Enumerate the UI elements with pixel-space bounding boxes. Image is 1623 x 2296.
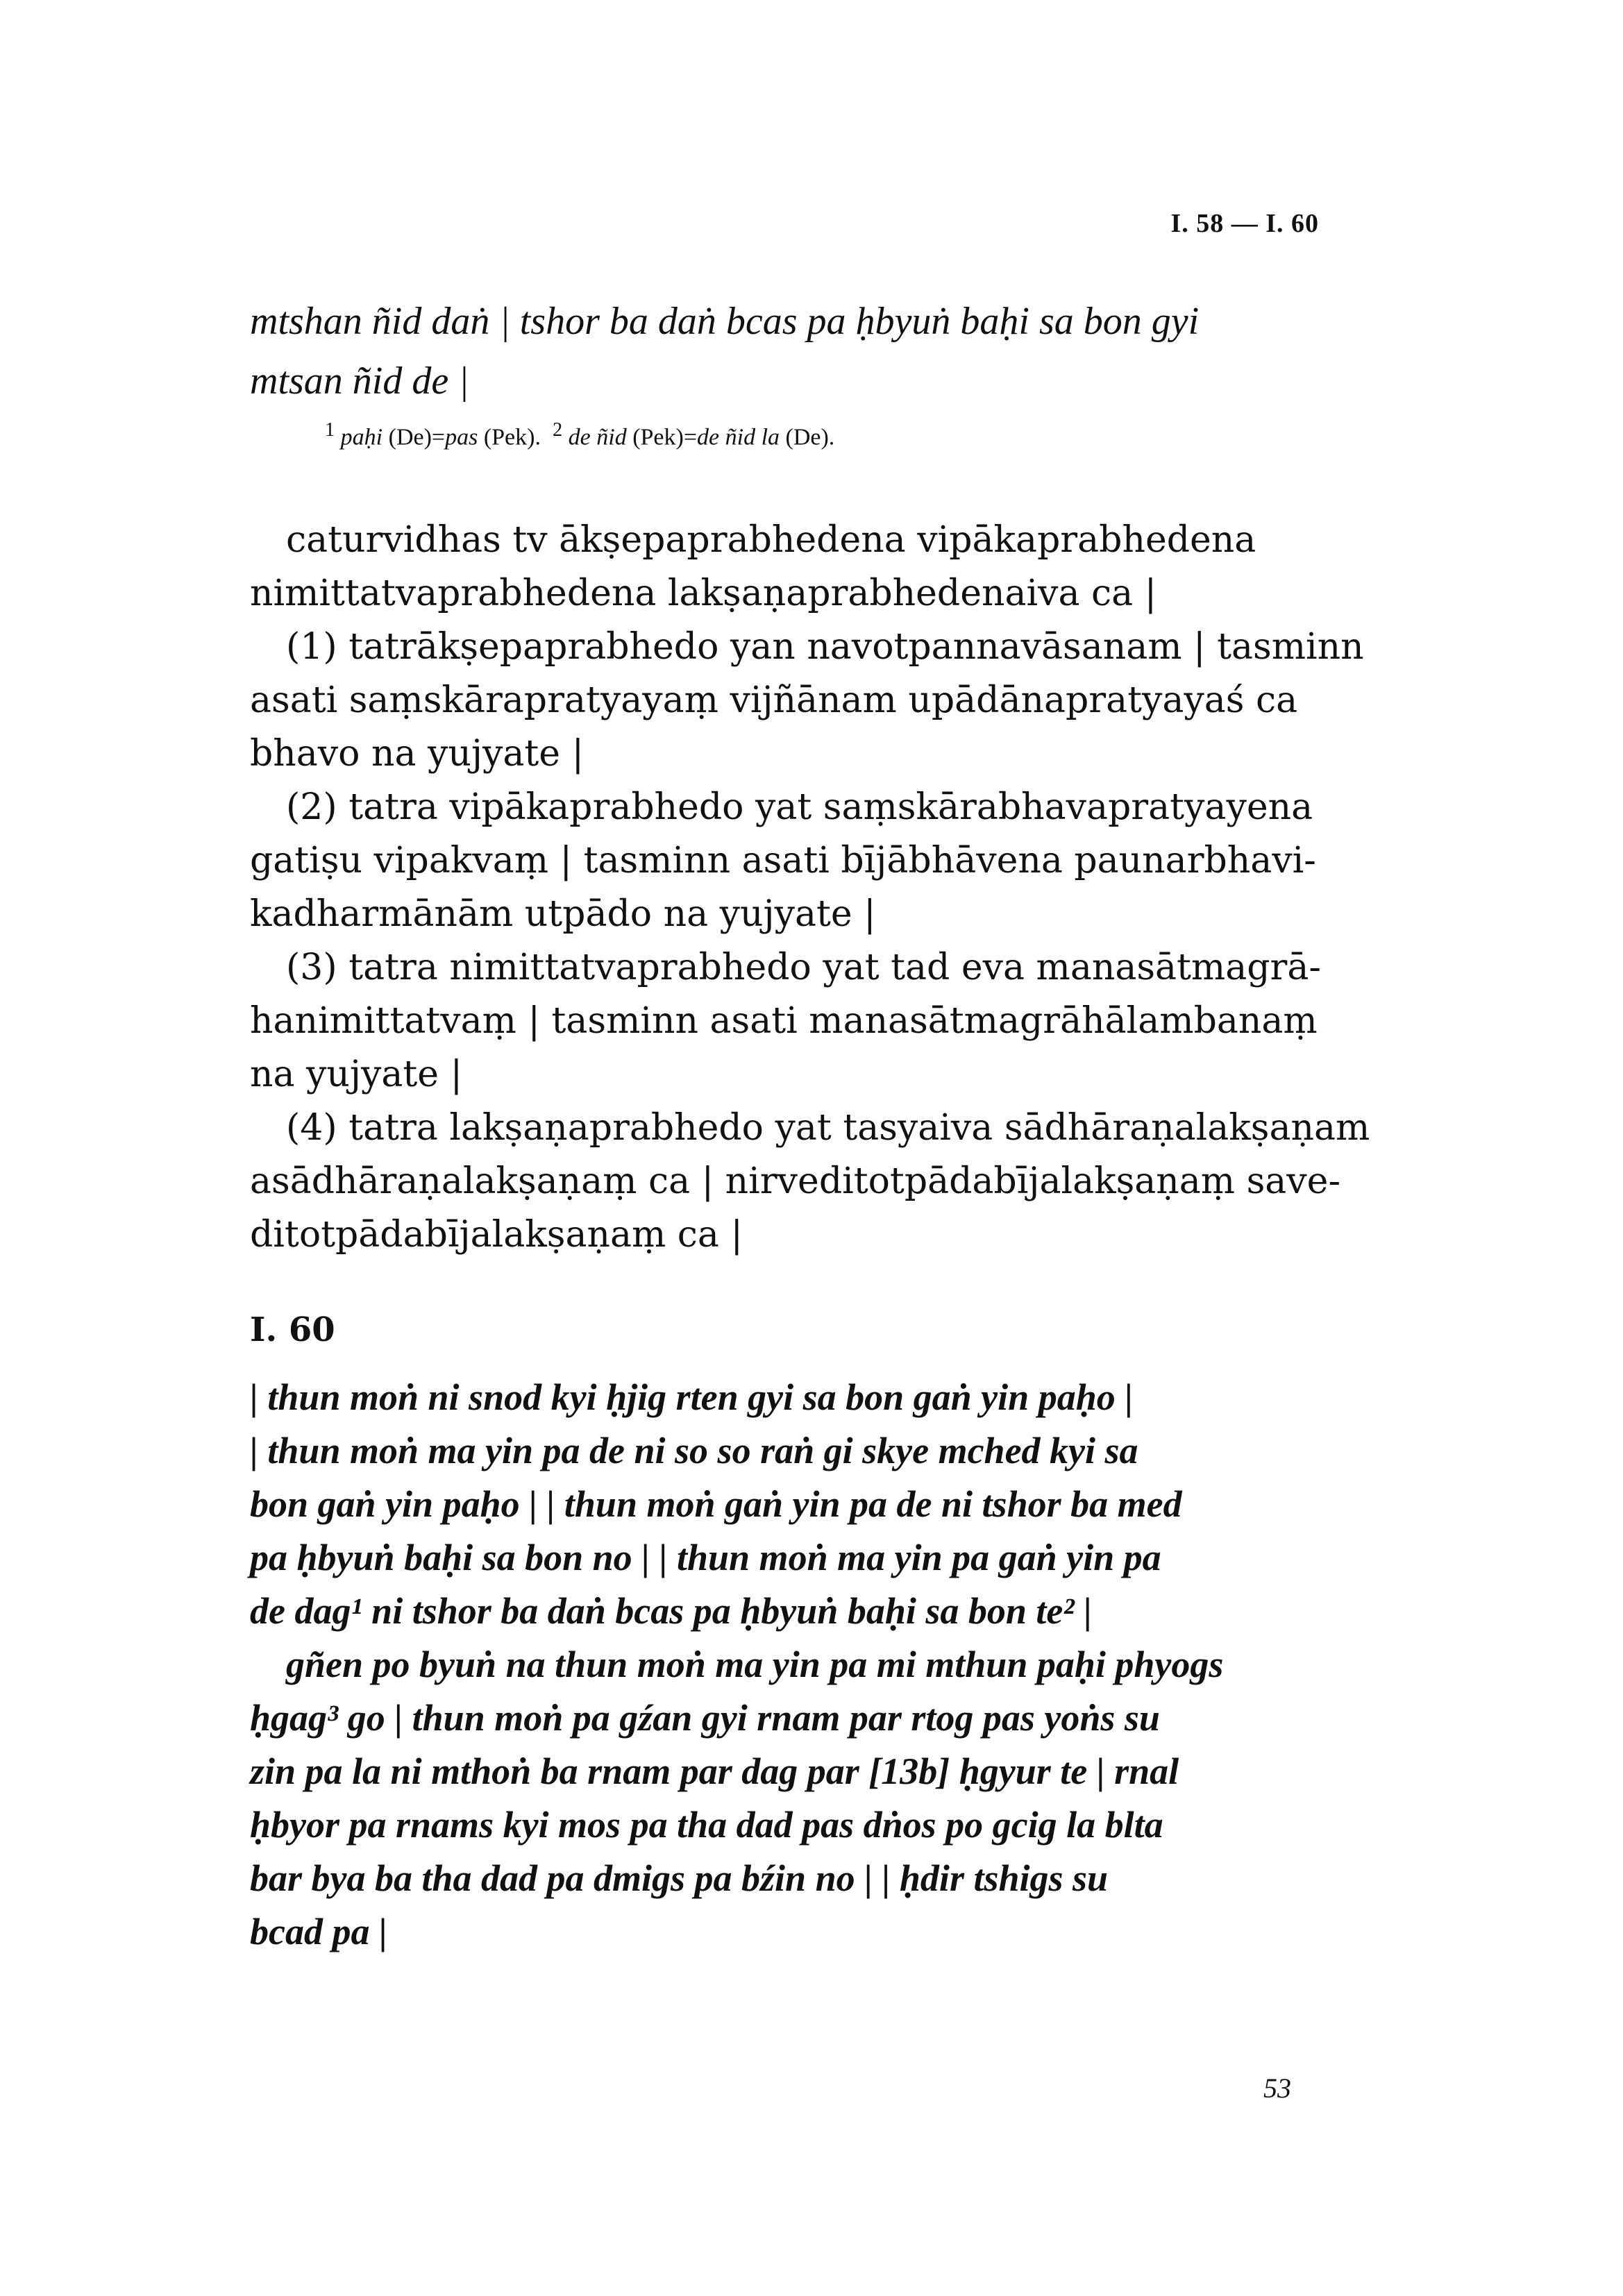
text-line: ḥbyor pa rnams kyi mos pa tha dad pas dṅos po gcig la blta bbox=[250, 1804, 1163, 1846]
footnote-marker: 1 bbox=[325, 419, 335, 441]
footnote-text: de ñid bbox=[568, 424, 627, 450]
tibetan-main-passage bbox=[250, 1371, 1347, 1959]
text-line: caturvidhas tv ākṣepaprabhedena vipākaprabhedena bbox=[286, 519, 1256, 561]
section-heading: I. 60 bbox=[250, 1310, 335, 1349]
text-line: mtsan ñid de | bbox=[250, 360, 469, 403]
text-line: | thun moṅ ma yin pa de ni so so raṅ gi skye mched kyi sa bbox=[250, 1430, 1138, 1471]
tibetan-top-passage bbox=[250, 292, 1347, 411]
running-head: I. 58 — I. 60 bbox=[1170, 209, 1319, 238]
text-line: gatiṣu vipakvaṃ | tasminn asati bījābhāvena paunarbhavi- bbox=[250, 840, 1316, 881]
footnote-marker: 2 bbox=[552, 419, 563, 441]
text-line: (2) tatra vipākaprabhedo yat saṃskārabhavapratyayena bbox=[286, 786, 1313, 828]
text-line: (1) tatrākṣepaprabhedo yan navotpannavāsanam | tasminn bbox=[286, 626, 1364, 668]
text-line: gñen po byuṅ na thun moṅ ma yin pa mi mthun paḥi phyogs bbox=[286, 1644, 1224, 1685]
text-line: hanimittatvaṃ | tasminn asati manasātmagrāhālambanaṃ bbox=[250, 1000, 1318, 1042]
footnote-text: (De)= bbox=[388, 424, 446, 450]
text-line: nimittatvaprabhedena lakṣaṇaprabhedenaiva ca | bbox=[250, 573, 1157, 614]
text-line: bar bya ba tha dad pa dmigs pa bźin no | | ḥdir tshigs su bbox=[250, 1857, 1109, 1899]
page-number: 53 bbox=[1263, 2073, 1291, 2104]
footnote-text: (Pek). bbox=[483, 424, 541, 450]
text-line: bcad pa | bbox=[250, 1911, 387, 1952]
text-line: zin pa la ni mthoṅ ba rnam par dag par [13b] ḥgyur te | rnal bbox=[250, 1750, 1179, 1792]
text-line: (4) tatra lakṣaṇaprabhedo yat tasyaiva sādhāraṇalakṣaṇam bbox=[286, 1107, 1370, 1149]
sanskrit-passage bbox=[250, 514, 1370, 1262]
footnote-text: pas bbox=[445, 424, 478, 450]
text-line: (3) tatra nimittatvaprabhedo yat tad eva manasātmagrā- bbox=[286, 947, 1321, 988]
footnotes bbox=[325, 415, 1297, 453]
text-line: na yujyate | bbox=[250, 1054, 463, 1095]
footnote-text: (Pek)= bbox=[632, 424, 698, 450]
footnote-text: de ñid la bbox=[697, 424, 780, 450]
text-line: | thun moṅ ni snod kyi ḥjig rten gyi sa bon gaṅ yin paḥo | bbox=[250, 1376, 1134, 1418]
text-line: ditotpādabījalakṣaṇaṃ ca | bbox=[250, 1214, 743, 1256]
text-line: asādhāraṇalakṣaṇaṃ ca | nirveditotpādabījalakṣaṇaṃ save- bbox=[250, 1160, 1341, 1202]
text-line: bon gaṅ yin paḥo | | thun moṅ gaṅ yin pa de ni tshor ba med bbox=[250, 1483, 1182, 1525]
footnote-text: paḥi bbox=[340, 424, 383, 450]
text-line: pa ḥbyuṅ baḥi sa bon no | | thun moṅ ma yin pa gaṅ yin pa bbox=[250, 1537, 1161, 1578]
text-line: ḥgag³ go | thun moṅ pa gźan gyi rnam par rtog pas yoṅs su bbox=[250, 1697, 1160, 1739]
text-line: de dag¹ ni tshor ba daṅ bcas pa ḥbyuṅ baḥi sa bon te² | bbox=[250, 1590, 1092, 1632]
text-line: asati saṃskārapratyayaṃ vijñānam upādānapratyayaś ca bbox=[250, 679, 1298, 721]
text-line: kadharmānām utpādo na yujyate | bbox=[250, 893, 876, 935]
text-line: bhavo na yujyate | bbox=[250, 733, 585, 775]
text-line: mtshan ñid daṅ | tshor ba daṅ bcas pa ḥbyuṅ baḥi sa bon gyi bbox=[250, 300, 1200, 343]
footnote-text: (De). bbox=[785, 424, 835, 450]
